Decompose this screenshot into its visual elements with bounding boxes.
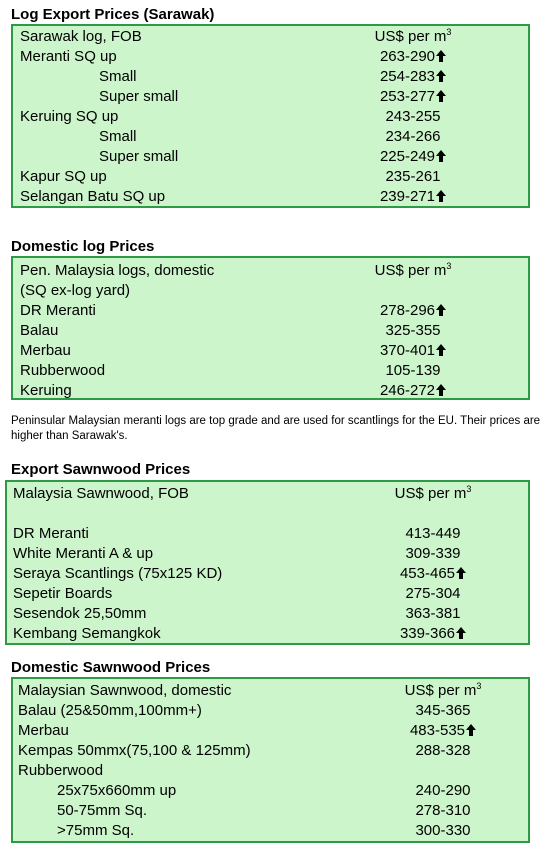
spacer-row <box>7 504 528 524</box>
up-arrow-icon <box>456 627 466 639</box>
row-price: 105-139 <box>385 362 441 379</box>
row-label: Balau <box>20 322 59 339</box>
up-arrow-icon <box>436 90 446 102</box>
row-price: 370-401 <box>353 341 473 361</box>
row-price: 234-266 <box>385 128 441 145</box>
up-arrow-icon <box>436 150 446 162</box>
row-label: Meranti SQ up <box>20 48 117 65</box>
row-label: Rubberwood <box>20 362 106 379</box>
table-row <box>13 87 528 107</box>
row-price: 278-310 <box>415 802 471 819</box>
row-label: Kapur SQ up <box>20 168 107 185</box>
table-row <box>13 761 528 781</box>
row-label: White Meranti A & up <box>13 545 154 562</box>
row-price: 288-328 <box>415 742 471 759</box>
up-arrow-icon <box>436 50 446 62</box>
row-label: DR Meranti <box>13 525 89 542</box>
row-price: 278-296 <box>353 301 473 321</box>
table-row <box>13 741 528 761</box>
column-header-unit: US$ per $m^3$ <box>404 681 482 699</box>
table-row <box>13 107 528 127</box>
section-title-log-export: Log Export Prices (Sarawak) <box>11 6 215 23</box>
table-row <box>7 524 528 544</box>
table-row <box>7 624 528 644</box>
row-price: 345-365 <box>415 702 471 719</box>
table-row <box>13 701 528 721</box>
table-header-row <box>13 27 528 47</box>
row-price: 246-272 <box>353 381 473 401</box>
log-export-table <box>11 24 530 208</box>
row-label: Super small <box>99 88 179 105</box>
section-title-domestic-sawnwood: Domestic Sawnwood Prices <box>11 659 211 676</box>
row-price: 453-465 <box>373 564 493 584</box>
table-row <box>13 47 528 67</box>
row-label: >75mm Sq. <box>57 822 135 839</box>
column-header-unit: US$ per $m^3$ <box>394 484 472 502</box>
row-label: Balau (25&50mm,100mm+) <box>18 702 202 719</box>
column-header-unit: US$ per $m^3$ <box>374 261 452 279</box>
table-header-row-sub <box>13 281 528 301</box>
row-label: Kembang Semangkok <box>13 625 161 642</box>
row-price: 275-304 <box>405 585 461 602</box>
row-price: 309-339 <box>405 545 461 562</box>
row-label: Sesendok 25,50mm <box>13 605 147 622</box>
row-price: 235-261 <box>385 168 441 185</box>
column-header-sublabel: (SQ ex-log yard) <box>20 282 131 299</box>
table-row <box>13 301 528 321</box>
row-label: Merbau <box>18 722 69 739</box>
column-header-label: Pen. Malaysia logs, domestic <box>20 262 215 279</box>
row-label: 50-75mm Sq. <box>57 802 148 819</box>
domestic-log-table <box>11 256 530 400</box>
column-header-label: Malaysian Sawnwood, domestic <box>18 682 232 699</box>
section-title-export-sawnwood: Export Sawnwood Prices <box>11 461 191 478</box>
row-price: 240-290 <box>415 782 471 799</box>
up-arrow-icon <box>436 304 446 316</box>
row-price: 363-381 <box>405 605 461 622</box>
row-label: Keruing <box>20 382 72 399</box>
table-row <box>13 321 528 341</box>
up-arrow-icon <box>436 70 446 82</box>
table-header-row <box>13 261 528 281</box>
table-row <box>13 821 528 841</box>
row-price: 239-271 <box>353 187 473 207</box>
row-price: 339-366 <box>373 624 493 644</box>
export-sawnwood-table <box>5 480 530 645</box>
row-label: Keruing SQ up <box>20 108 119 125</box>
row-price: 325-355 <box>385 322 441 339</box>
row-label: DR Meranti <box>20 302 96 319</box>
row-price: 253-277 <box>353 87 473 107</box>
row-label: 25x75x660mm up <box>57 782 177 799</box>
up-arrow-icon <box>436 190 446 202</box>
row-price: 413-449 <box>405 525 461 542</box>
table-row <box>7 604 528 624</box>
domestic-sawnwood-table <box>11 677 530 843</box>
table-row <box>13 187 528 207</box>
row-price: 254-283 <box>353 67 473 87</box>
column-header-label: Sarawak log, FOB <box>20 28 142 45</box>
row-price: 300-330 <box>415 822 471 839</box>
row-label: Kempas 50mmx(75,100 & 125mm) <box>18 742 251 759</box>
row-price: 225-249 <box>353 147 473 167</box>
table-row <box>13 127 528 147</box>
row-label: Selangan Batu SQ up <box>20 188 166 205</box>
table-row <box>13 801 528 821</box>
footnote-meranti: Peninsular Malaysian meranti logs are top grade and are used for scantlings for the EU. Their prices are higher than Sarawak's. <box>11 415 541 442</box>
table-row <box>13 381 528 401</box>
table-header-row <box>7 484 528 504</box>
row-label: Merbau <box>20 342 71 359</box>
up-arrow-icon <box>436 344 446 356</box>
up-arrow-icon <box>456 567 466 579</box>
row-label: Seraya Scantlings (75x125 KD) <box>13 565 223 582</box>
table-header-row <box>13 681 528 701</box>
table-row <box>13 721 528 741</box>
row-label: Rubberwood <box>18 762 104 779</box>
table-row <box>7 544 528 564</box>
row-label: Sepetir Boards <box>13 585 113 602</box>
row-label: Small <box>99 128 137 145</box>
table-row <box>13 361 528 381</box>
row-label: Small <box>99 68 137 85</box>
table-row <box>13 67 528 87</box>
table-row <box>7 584 528 604</box>
row-price: 263-290 <box>353 47 473 67</box>
column-header-label: Malaysia Sawnwood, FOB <box>13 485 189 502</box>
row-label: Super small <box>99 148 179 165</box>
up-arrow-icon <box>466 724 476 736</box>
table-row <box>7 564 528 584</box>
table-row <box>13 341 528 361</box>
table-row <box>13 147 528 167</box>
row-price: 243-255 <box>385 108 441 125</box>
section-title-domestic-log: Domestic log Prices <box>11 238 155 255</box>
table-row <box>13 167 528 187</box>
up-arrow-icon <box>436 384 446 396</box>
table-row <box>13 781 528 801</box>
row-price: 483-535 <box>383 721 503 741</box>
column-header-unit: US$ per $m^3$ <box>374 27 452 45</box>
